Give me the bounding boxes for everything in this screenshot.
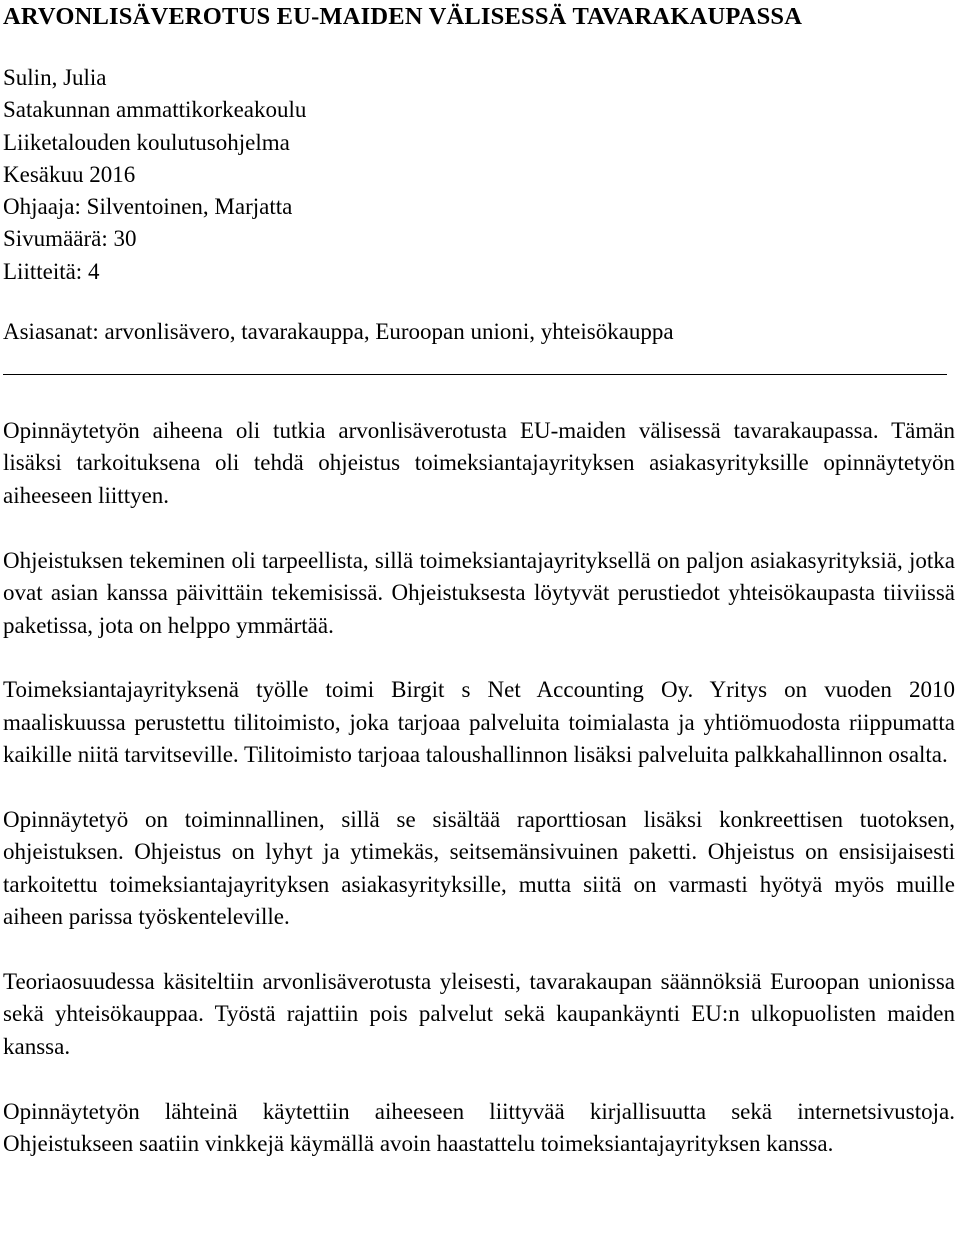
meta-author: Sulin, Julia: [3, 65, 107, 90]
keywords-line: Asiasanat: arvonlisävero, tavarakauppa, Euroopan unioni, yhteisökauppa: [3, 319, 674, 345]
meta-supervisor: Ohjaaja: Silventoinen, Marjatta: [3, 194, 293, 220]
abstract-paragraph: Opinnäytetyön lähteinä käytettiin aiheeseen liittyvää kirjallisuutta sekä internetsivustoja. Ohjeistukseen saatiin vinkkejä käymällä avoin haastattelu toimeksiantajayrityksen kanssa.: [3, 1098, 955, 1156]
abstract-paragraph: Opinnäytetyön aiheena oli tutkia arvonlisäverotusta EU-maiden välisessä tavarakaupassa. Tämän lisäksi tarkoituksena oli tehdä ohjeistus toimeksiantajayrityksen asiakasyrityksille opinnäytetyön aiheeseen liittyen.: [3, 418, 955, 508]
document-meta: [3, 62, 955, 288]
meta-date: Kesäkuu 2016: [3, 161, 136, 187]
abstract-paragraph: Toimeksiantajayrityksenä työlle toimi Birgit s Net Accounting Oy. Yritys on vuoden 2010 maaliskuussa perustettu tilitoimisto, joka tarjoaa palveluita toimialasta ja yhtiömuodosta riippumatta kaikille niitä tarvitseville. Tilitoimisto tarjoaa taloushallinnon lisäksi palveluita palkkahallinnon osalta.: [3, 677, 955, 768]
abstract-paragraph: Ohjeistuksen tekeminen oli tarpeellista, sillä toimeksiantajayrityksellä on paljon asiakasyrityksiä, jotka ovat asian kanssa päivittäin tekemisissä. Ohjeistuksesta löytyvät perustiedot yhteisökaupasta tiiviissä paketissa, jota on helppo ymmärtää.: [3, 547, 955, 638]
meta-program: Liiketalouden koulutusohjelma: [3, 129, 290, 155]
meta-page-count: Sivumäärä: 30: [3, 226, 137, 252]
abstract-paragraph: Opinnäytetyö on toiminnallinen, sillä se sisältää raporttiosan lisäksi konkreettisen tuotoksen, ohjeistuksen. Ohjeistus on lyhyt ja ytimekäs, seitsemänsivuinen paketti. Ohjeistus on ensisijaisesti tarkoitettu toimeksiantajayrityksen asiakasyrityksille, mutta siitä on varmasti hyötyä myös muille aiheen parissa työskenteleville.: [3, 806, 955, 930]
meta-school: Satakunnan ammattikorkeakoulu: [3, 97, 307, 123]
document-title: ARVONLISÄVEROTUS EU-MAIDEN VÄLISESSÄ TAVARAKAUPASSA: [3, 3, 803, 30]
abstract-body: [3, 415, 955, 1160]
meta-appendices: Liitteitä: 4: [3, 258, 100, 284]
abstract-paragraph: Teoriaosuudessa käsiteltiin arvonlisäverotusta yleisesti, tavarakaupan säännöksiä Euroopan unionissa sekä yhteisökauppaa. Työstä rajattiin pois palvelut sekä kaupankäynti EU:n ulkopuolisten maiden kanssa.: [3, 968, 955, 1059]
document-page: [3, 0, 955, 1160]
horizontal-rule: [3, 374, 947, 375]
